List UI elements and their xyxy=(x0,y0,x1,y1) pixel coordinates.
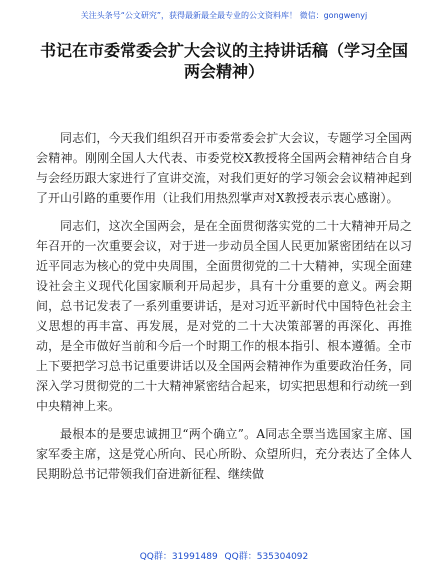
paragraph-1: 同志们，今天我们组织召开市委常委会扩大会议，专题学习全国两会精神。刚刚全国人大代表、市委党校X教授将全国两会精神结合自身与会经历跟大家进行了宣讲交流，对我们更好的学习领会会议精神起到了开山引路的重要作用（让我们用热烈掌声对X教授表示衷心感谢）。 xyxy=(36,131,412,205)
document-body xyxy=(36,128,412,492)
header-promo-note: 关注头条号“公文研究”，获得最新最全最专业的公文资料库！ 微信：gongwenyj xyxy=(80,11,368,20)
paragraph-2: 同志们，这次全国两会，是在全面贯彻落实党的二十大精神开局之年召开的一次重要会议，对于进一步动员全国人民更加紧密团结在以习近平同志为核心的党中央周围，全面贯彻党的二十大精神，实现全面建设社会主义现代化国家顺利开局起步，具有十分重要的意义。两会期间，总书记发表了一系列重要讲话，是对习近平新时代中国特色社会主义思想的再丰富、再发展，是对党的二十大决策部署的再深化、再推动，是全市做好当前和今后一个时期工作的根本指引、根本遵循。全市上下要把学习总书记重要讲话以及全国两会精神作为重要政治任务，同深入学习贯彻党的二十大精神紧密结合起来，切实把思想和行动统一到中央精神上来。 xyxy=(36,219,412,413)
footer-qq-note: QQ群：31991489 QQ群：535304092 xyxy=(139,552,309,562)
document-title: 书记在市委常委会扩大会议的主持讲话稿（学习全国两会精神） xyxy=(40,41,409,81)
paragraph-3: 最根本的是要忠诚拥卫“两个确立”。A同志全票当选国家主席、国家军委主席，这是党心所向、民心所盼、众望所归，充分表达了全体人民期盼总书记带领我们奋进新征程、继续做 xyxy=(36,427,412,481)
